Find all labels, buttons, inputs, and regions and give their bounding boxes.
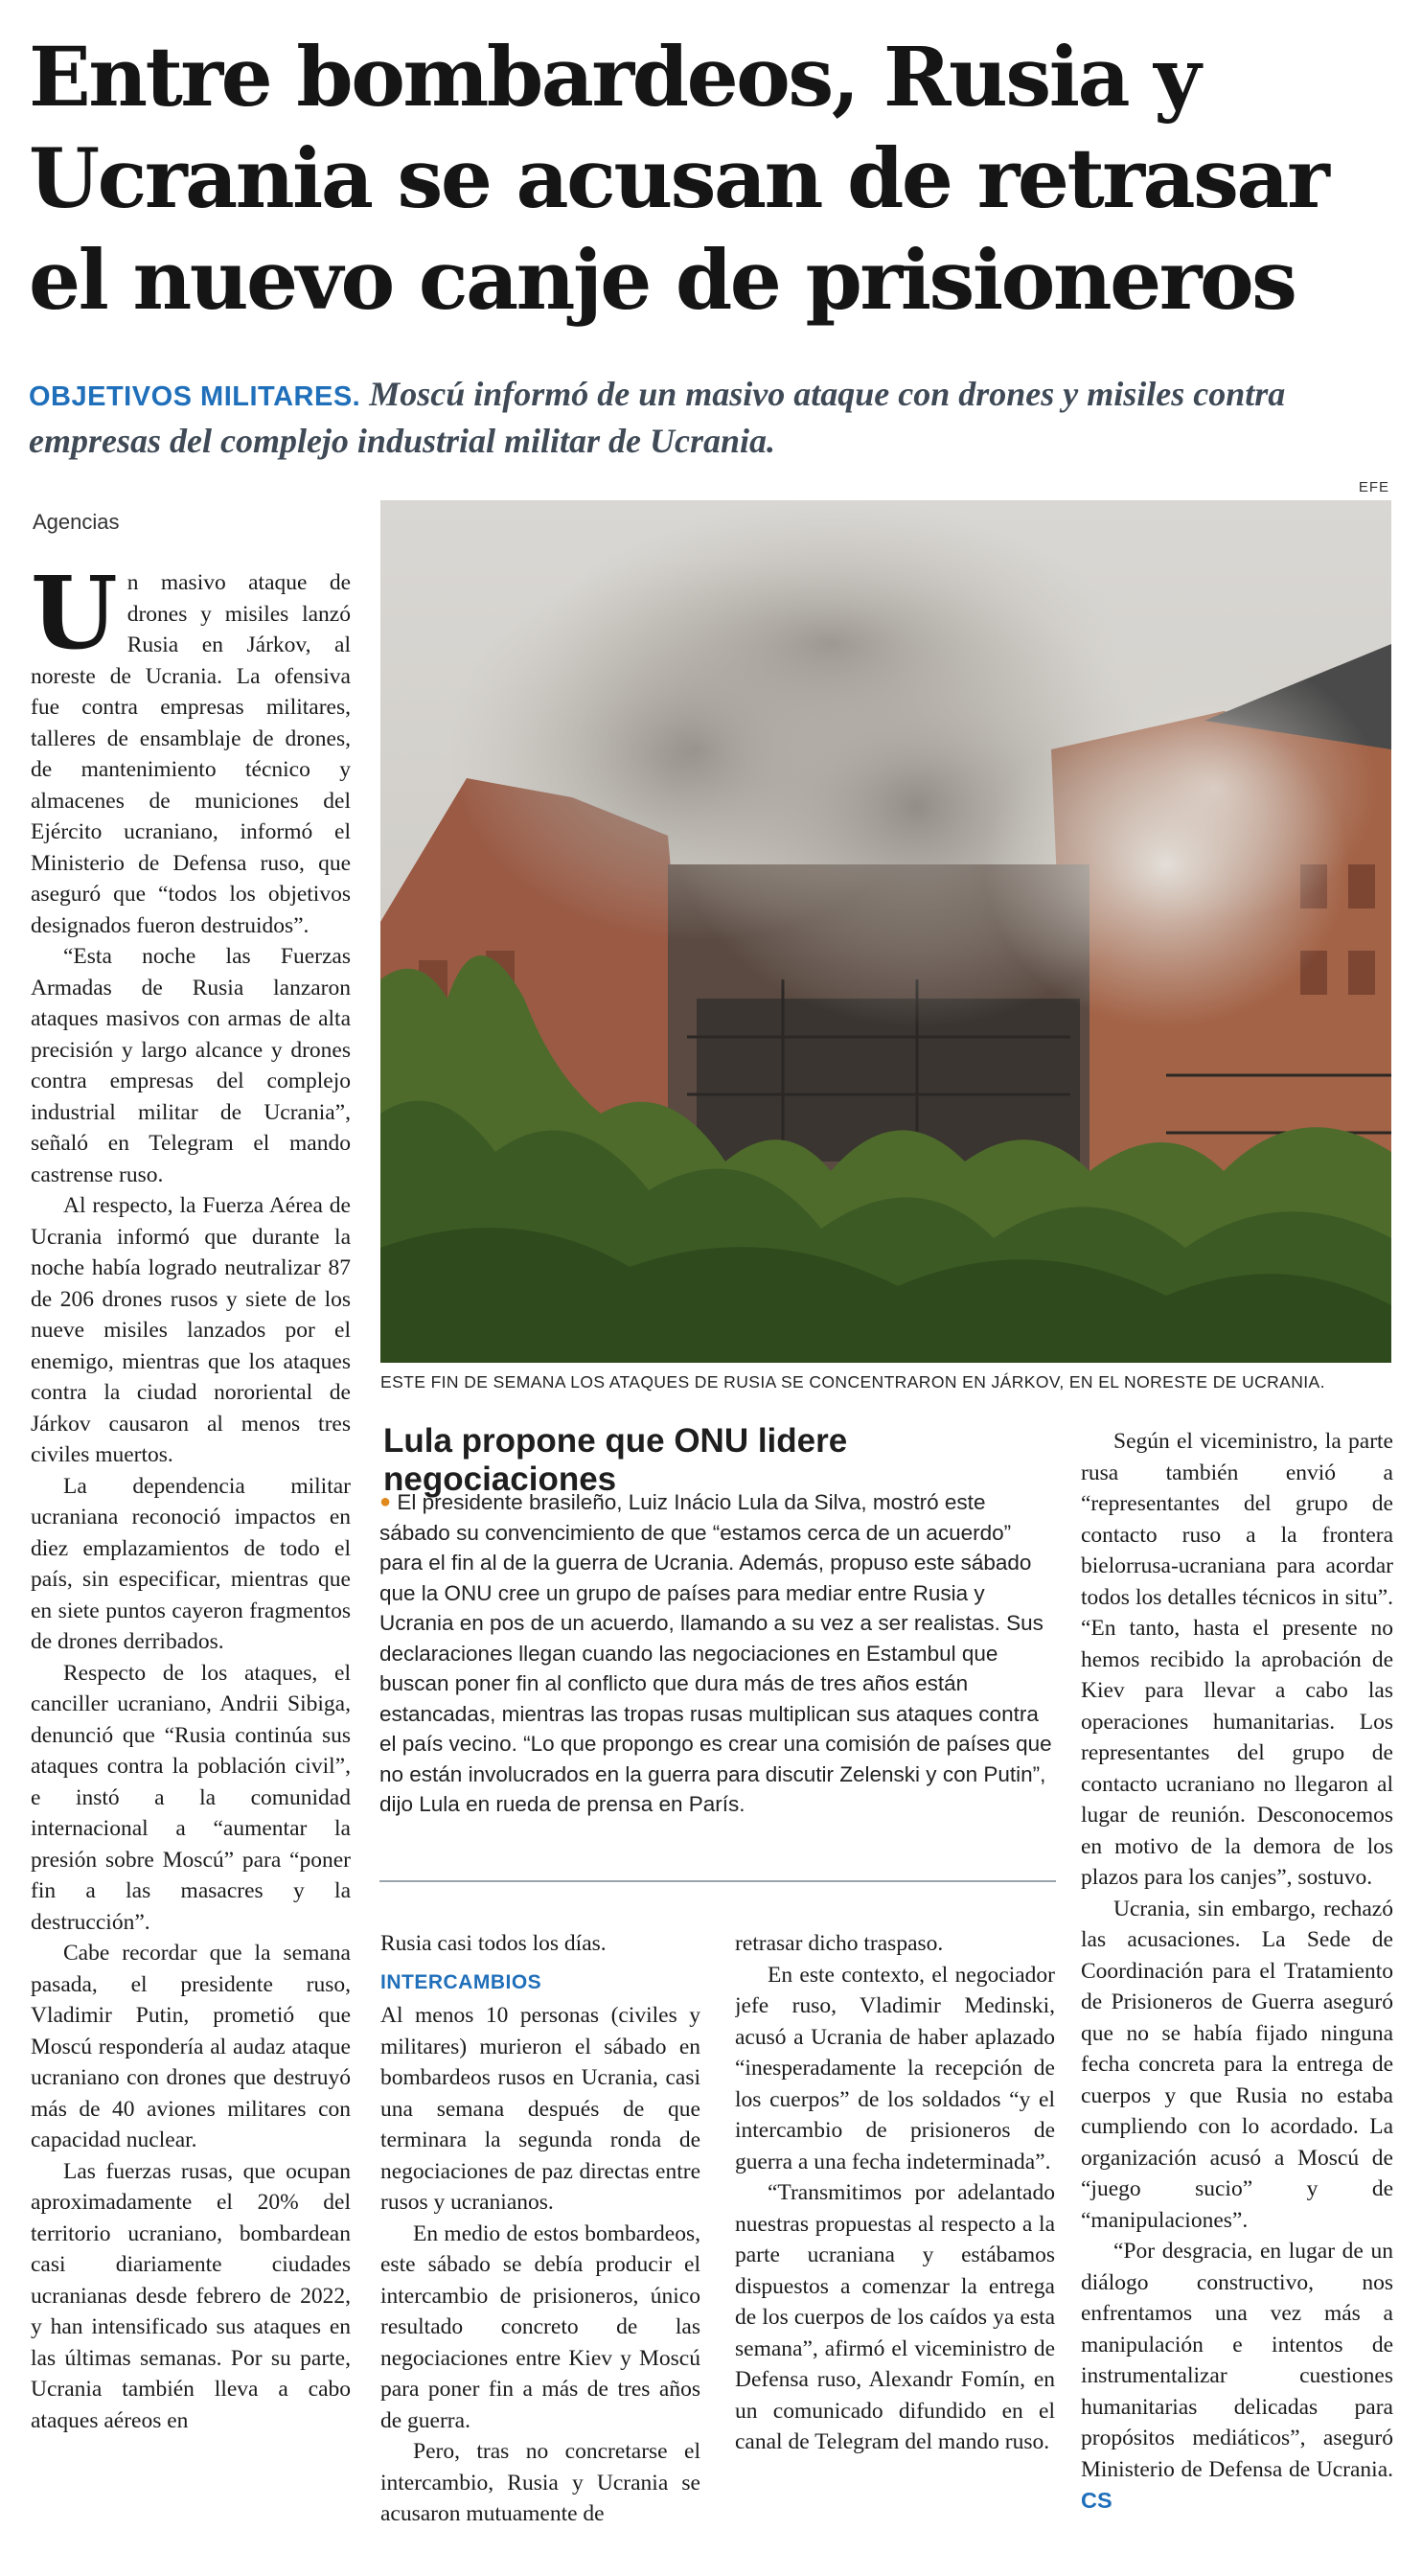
paragraph: En este contexto, el negociador jefe ruso, Vladimir Medinski, acusó a Ucrania de haber aplazado “inesperadamente la recepción de los cuerpos” de los soldados “y el intercambio de prisioneros de guerra a una fecha indeterminada”. xyxy=(735,1962,1055,2174)
paragraph: Cabe recordar que la semana pasada, el presidente ruso, Vladimir Putin, prometió que Moscú respondería al audaz ataque ucraniano con drones que destruyó más de 40 aviones militares con capacidad nuclear. xyxy=(31,1941,351,2152)
paragraph: Según el viceministro, la parte rusa también envió a “representantes del grupo de contacto ruso a la frontera bielorrusa-ucraniana para acordar todos los detalles técnicos in situ”. “En tanto, hasta el presente no hemos recibido la aprobación de Kiev para llevar a cabo las operaciones humanitarias. Los representantes del grupo de contacto ucraniano no llegaron al lugar de reunión. Desconocemos en motivo de la demora de los plazos para los canjes”, sostuvo. xyxy=(1081,1429,1393,1890)
closing-text: “Por desgracia, en lugar de un diálogo constructivo, nos enfrentamos una vez más a manipulación e intentos de instrumentalizar cuestiones humanitarias delicadas para propósitos mediáticos”, aseguró Ministerio de Defensa de Ucrania. xyxy=(1081,2239,1393,2482)
photo-caption: ESTE FIN DE SEMANA LOS ATAQUES DE RUSIA SE CONCENTRARON EN JÁRKOV, EN EL NORESTE DE UCRANIA. xyxy=(380,1372,1325,1392)
paragraph: Las fuerzas rusas, que ocupan aproximadamente el 20% del territorio ucraniano, bombardean casi diariamente ciudades ucranianas desde febrero de 2022, y han intensificado sus ataques en las últimas semanas. Por su parte, Ucrania también lleva a cabo ataques aéreos en xyxy=(31,2158,351,2433)
paragraph xyxy=(1081,2236,1393,2518)
paragraph: La dependencia militar ucraniana reconoció impactos en diez emplazamientos de todo el país, sin especificar, mientras que en siete puntos cayeron fragmentos de drones derribados. xyxy=(31,1473,351,1654)
burning-building-image xyxy=(380,500,1391,1363)
section-kicker: OBJETIVOS MILITARES. xyxy=(29,381,361,412)
paragraph: Ucrania, sin embargo, rechazó las acusaciones. La Sede de Coordinación para el Tratamiento de Prisioneros de Guerra aseguró que no se había fijado ninguna fecha concreta para la entrega de cuerpos y que Rusia no estaba cumpliendo con lo acordado. La organización acusó a Moscú de “juego sucio” y de “manipulaciones”. xyxy=(1081,1896,1393,2233)
sidebar-box-text xyxy=(379,1487,1056,1871)
headline: Entre bombardeos, Rusia y Ucrania se acusan de retrasar el nuevo canje de prisioneros xyxy=(29,30,1328,329)
paragraph: “Esta noche las Fuerzas Armadas de Rusia lanzaron ataques masivos con armas de alta precisión y largo alcance y drones contra empresas del complejo industrial militar de Ucrania”, señaló en Telegram el mando castrense ruso. xyxy=(31,944,351,1187)
article-column-middle-1 xyxy=(380,1928,700,2561)
lead-paragraph xyxy=(31,567,351,941)
paragraph: Pero, tras no concretarse el intercambio, Rusia y Ucrania se acusaron mutuamente de xyxy=(380,2439,700,2526)
paragraph: Al menos 10 personas (civiles y militares) murieron el sábado en bombardeos rusos en Ucrania, casi una semana después de que terminara la segunda ronda de negociaciones de paz directas entre rusos y ucranianos. xyxy=(380,2003,700,2215)
subtitle-text: Moscú informó de un masivo ataque con drones y misiles contra empresas del complejo industrial militar de Ucrania. xyxy=(29,375,1286,460)
paragraph: Respecto de los ataques, el canciller ucraniano, Andrii Sibiga, denunció que “Rusia continúa sus ataques contra la población civil”, e instó a la comunidad internacional a “aumentar la presión sobre Moscú” para “poner fin a las masacres y la destrucción”. xyxy=(31,1660,351,1935)
paragraph: “Transmitimos por adelantado nuestras propuestas al respecto a la parte ucraniana y estábamos dispuestos a comenzar la entrega de los cuerpos de los caídos ya esta semana”, afirmó el viceministro de Defensa ruso, Alexandr Fomín, en un comunicado difundido en el canal de Telegram del mando ruso. xyxy=(735,2180,1055,2454)
paragraph: Al respecto, la Fuerza Aérea de Ucrania informó que durante la noche había logrado neutralizar 87 de 206 drones rusos y siete de los nueve misiles lanzados por el enemigo, mientras que los ataques contra la ciudad nororiental de Járkov causaron al menos tres civiles muertos. xyxy=(31,1193,351,1467)
sidebar-box-divider xyxy=(379,1880,1056,1882)
article-column-middle-2 xyxy=(735,1928,1055,2561)
news-photo xyxy=(380,500,1391,1363)
sidebar-box-body: El presidente brasileño, Luiz Inácio Lula da Silva, mostró este sábado su convencimiento de que “estamos cerca de un acuerdo” para el fin al de la guerra de Ucrania. Además, propuso este sábado que la ONU cree un grupo de países para mediar entre Rusia y Ucrania en pos de un acuerdo, llamando a su vez a ser realistas. Sus declaraciones llegan cuando las negociaciones en Estambul que buscan poner fin al conflicto que dura más de tres años están estancadas, mientras las tropas rusas multiplican sus ataques contra el país vecino. “Lo que propongo es crear una comisión de países que no están involucrados en la guerra para discutir Zelenski y con Putin”, dijo Lula en rueda de prensa en París. xyxy=(379,1490,1052,1816)
section-heading-intercambios: INTERCAMBIOS xyxy=(380,1970,542,1993)
sidebar-box-title: Lula propone que ONU lidere negociaciones xyxy=(383,1422,848,1498)
subheadline xyxy=(29,372,1393,463)
end-mark: CS xyxy=(1081,2488,1112,2513)
paragraph: En medio de estos bombardeos, este sábado se debía producir el intercambio de prisioneros, único resultado concreto de las negociaciones entre Kiev y Moscú para poner fin a más de tres años de guerra. xyxy=(380,2220,700,2433)
paragraph-continuation: Rusia casi todos los días. xyxy=(380,1931,607,1956)
lead-text: n masivo ataque de drones y misiles lanzó Rusia en Járkov, al noreste de Ucrania. La ofensiva fue contra empresas militares, talleres de ensamblaje de drones, de mantenimiento técnico y almacenes de municiones del Ejército ucraniano, informó el Ministerio de Defensa ruso, que aseguró que “todos los objetivos designados fueron destruidos”. xyxy=(31,570,351,938)
photo-credit: EFE xyxy=(1358,479,1389,495)
article-column-left xyxy=(31,567,351,2561)
bullet-icon: ● xyxy=(379,1491,392,1512)
dropcap: U xyxy=(31,567,118,672)
byline: Agencias xyxy=(33,510,120,534)
paragraph-continuation: retrasar dicho traspaso. xyxy=(735,1931,944,1956)
article-column-right xyxy=(1081,1426,1393,2561)
